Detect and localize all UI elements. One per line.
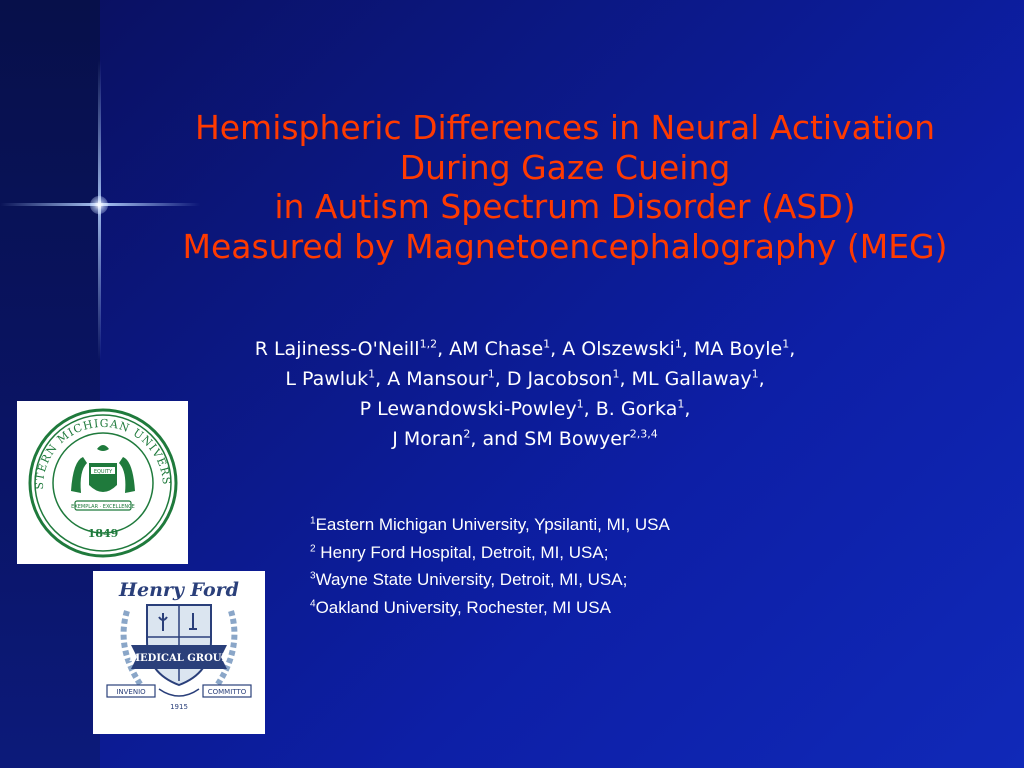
- affiliation-text: Wayne State University, Detroit, MI, USA;: [315, 570, 628, 589]
- henry-ford-banner: MEDICAL GROUP: [128, 653, 230, 664]
- author-name: A Mansour: [387, 368, 488, 390]
- author-name: MA Boyle: [693, 338, 783, 360]
- author-line-1: [160, 334, 890, 364]
- author-name: ML Gallaway: [631, 368, 752, 390]
- author-affil-sup: 1: [487, 367, 495, 381]
- author-name: L Pawluk: [285, 368, 369, 390]
- slide-title: [130, 108, 1000, 266]
- affiliation-4: [310, 594, 910, 622]
- henry-ford-year: 1915: [170, 703, 188, 711]
- henry-ford-medical-group-logo: [93, 571, 265, 734]
- author-sep: ,: [583, 398, 596, 420]
- affiliation-text: Oakland University, Rochester, MI USA: [315, 597, 611, 617]
- author-line-2: [160, 364, 890, 394]
- henry-ford-left-ribbon: INVENIO: [116, 688, 146, 696]
- author-name: A Olszewski: [562, 338, 675, 360]
- title-line-1: Hemispheric Differences in Neural Activation: [194, 108, 936, 147]
- author-affil-sup: 2,3,4: [629, 427, 658, 441]
- affiliation-text: Eastern Michigan University, Ypsilanti, MI, USA: [315, 515, 670, 534]
- author-affil-sup: 1,2: [419, 337, 438, 351]
- author-name: R Lajiness-O'Neill: [254, 338, 420, 360]
- author-sep: ,: [619, 368, 632, 390]
- affiliation-number: 3: [310, 570, 316, 582]
- affiliation-2: [310, 539, 910, 567]
- henry-ford-right-ribbon: COMMITTO: [207, 688, 247, 696]
- emu-ribbon-text: EXEMPLAR · EXCELLENCE: [71, 504, 135, 510]
- author-sep: ,: [375, 368, 388, 390]
- affiliation-number: 4: [310, 597, 316, 609]
- affiliation-3: [310, 566, 910, 594]
- emu-seal-icon: [17, 401, 188, 564]
- author-name: D Jacobson: [506, 368, 613, 390]
- affiliation-list: [310, 511, 910, 621]
- author-affil-sup: 1: [368, 367, 376, 381]
- author-name: J Moran: [392, 428, 464, 450]
- author-name: SM Bowyer: [524, 428, 630, 450]
- author-name: P Lewandowski-Powley: [359, 398, 577, 420]
- author-sep: ,: [758, 368, 765, 390]
- author-affil-sup: 2: [463, 427, 471, 441]
- author-affil-sup: 1: [677, 397, 685, 411]
- author-sep: ,: [681, 338, 694, 360]
- author-sep: ,: [494, 368, 507, 390]
- left-accent-band: [0, 0, 100, 768]
- henry-ford-script: Henry Ford: [119, 579, 239, 601]
- title-line-3: in Autism Spectrum Disorder (ASD): [274, 187, 856, 227]
- author-sep: ,: [684, 398, 691, 420]
- author-list: [160, 334, 890, 454]
- author-affil-sup: 1: [674, 337, 682, 351]
- author-sep: ,: [789, 338, 796, 360]
- emu-seal-logo: [17, 401, 188, 564]
- author-affil-sup: 1: [782, 337, 790, 351]
- title-line-2: During Gaze Cueing: [399, 147, 731, 187]
- author-affil-sup: 1: [543, 337, 551, 351]
- emu-ring-text: STERN MICHIGAN UNIVERS: [32, 416, 174, 490]
- affiliation-number: 1: [310, 515, 316, 527]
- author-line-4: [160, 424, 890, 454]
- author-name: AM Chase: [449, 338, 544, 360]
- henry-ford-crest-icon: [93, 571, 265, 734]
- author-sep: , and: [470, 428, 525, 450]
- author-sep: ,: [437, 338, 450, 360]
- author-line-3: [160, 394, 890, 424]
- affiliation-number: 2: [310, 542, 316, 554]
- affiliation-1: [310, 511, 910, 539]
- author-affil-sup: 1: [576, 397, 584, 411]
- author-name: B. Gorka: [595, 398, 678, 420]
- title-line-4: Measured by Magnetoencephalography (MEG): [182, 226, 948, 266]
- affiliation-text: Henry Ford Hospital, Detroit, MI, USA;: [315, 542, 609, 562]
- emu-shield-text: EQUITY: [93, 469, 113, 475]
- author-affil-sup: 1: [612, 367, 620, 381]
- emu-year: 1849: [87, 527, 119, 540]
- author-sep: ,: [550, 338, 563, 360]
- sparkle-star-icon: [90, 196, 108, 214]
- author-affil-sup: 1: [751, 367, 759, 381]
